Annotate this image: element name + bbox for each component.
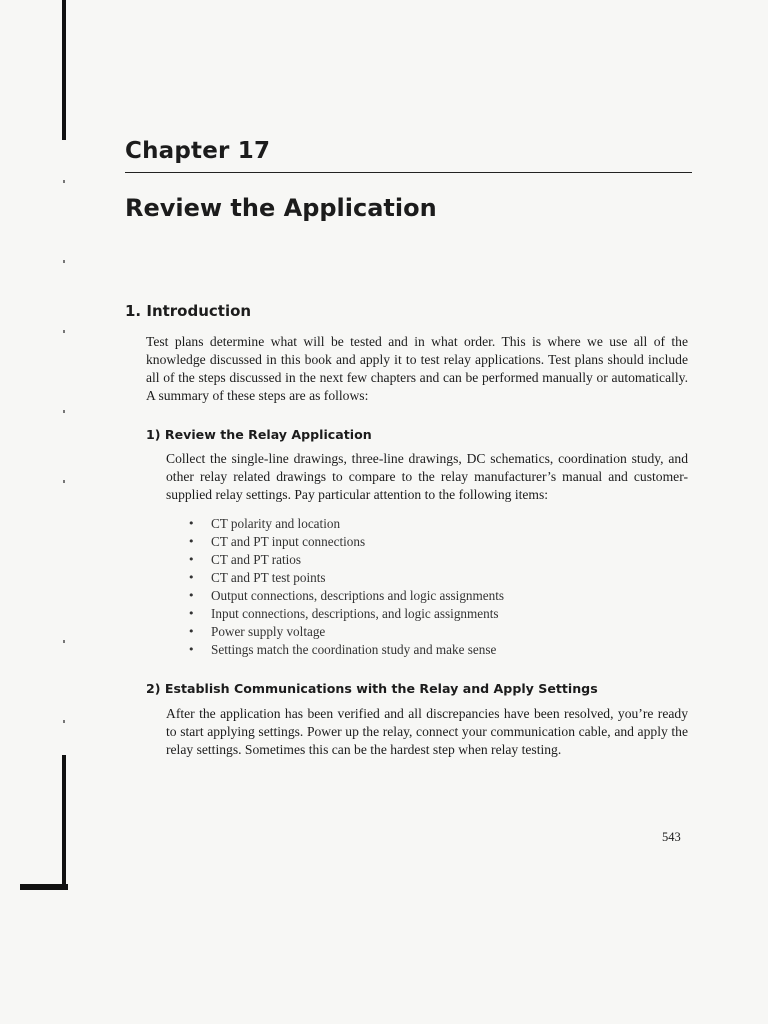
binding-mark-top [62, 0, 66, 140]
list-item-text: CT polarity and location [211, 516, 341, 531]
section-heading: 1. Introduction [125, 302, 252, 320]
list-item [188, 587, 504, 605]
list-item-text: Power supply voltage [211, 624, 326, 639]
bullet-icon: • [188, 589, 195, 602]
list-item-text: Output connections, descriptions and logic assignments [211, 588, 505, 603]
checklist [188, 515, 504, 659]
binding-mark-bottom [62, 755, 66, 890]
scan-speck [63, 640, 65, 643]
binding-mark-foot [20, 884, 68, 890]
step-1-paragraph: Collect the single-line drawings, three-line drawings, DC schematics, coordination study, and other relay related drawings to compare to the relay manufacturer’s manual and customer-supplied relay settings. Pay particular attention to the following items: [166, 451, 688, 502]
page-number: 543 [662, 830, 681, 844]
list-item-text: CT and PT ratios [211, 552, 301, 567]
list-item [188, 623, 504, 641]
step-2-heading: 2) Establish Communications with the Relay and Apply Settings [146, 681, 598, 696]
bullet-icon: • [188, 517, 195, 530]
list-item-text: Settings match the coordination study and make sense [211, 642, 497, 657]
list-item [188, 551, 504, 569]
list-item-text: Input connections, descriptions, and logic assignments [211, 606, 499, 621]
list-item [188, 605, 504, 623]
chapter-rule [125, 172, 692, 173]
bullet-icon: • [188, 643, 195, 656]
list-item [188, 515, 504, 533]
chapter-label: Chapter 17 [125, 138, 271, 164]
scan-speck [63, 410, 65, 413]
scan-speck [63, 260, 65, 263]
step-1-heading: 1) Review the Relay Application [146, 427, 372, 442]
intro-paragraph: Test plans determine what will be tested and in what order. This is where we use all of the knowledge discussed in this book and apply it to test relay applications. Test plans should include all of the steps discussed in the next few chapters and can be performed manually or automatically. A summary of these steps are as follows: [146, 334, 688, 403]
list-item-text: CT and PT test points [211, 570, 326, 585]
bullet-icon: • [188, 535, 195, 548]
scan-speck [63, 480, 65, 483]
bullet-icon: • [188, 625, 195, 638]
scan-speck [63, 720, 65, 723]
scan-speck [63, 180, 65, 183]
scan-binding-edge [62, 0, 66, 1024]
list-item-text: CT and PT input connections [211, 534, 366, 549]
step-2-paragraph: After the application has been verified and all discrepancies have been resolved, you’re ready to start applying settings. Power up the relay, connect your communication cable, and apply the relay settings. Sometimes this can be the hardest step when relay testing. [166, 706, 688, 757]
scan-speck [63, 330, 65, 333]
bullet-icon: • [188, 607, 195, 620]
list-item [188, 533, 504, 551]
list-item [188, 569, 504, 587]
bullet-icon: • [188, 571, 195, 584]
bullet-icon: • [188, 553, 195, 566]
list-item [188, 641, 504, 659]
chapter-title: Review the Application [125, 194, 437, 222]
